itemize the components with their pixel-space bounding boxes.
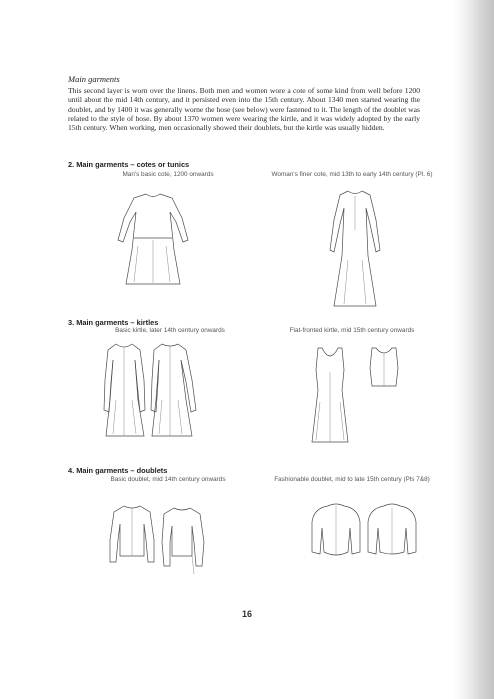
figure-3-heading: 3. Main garments – kirtles xyxy=(68,318,159,327)
figure-3-right-caption: Flat-fronted kirtle, mid 15th century onwards xyxy=(289,327,415,334)
figure-4-heading: 4. Main garments – doublets xyxy=(68,466,168,475)
figure-4-left-caption: Basic doublet, mid 14th century onwards xyxy=(110,476,226,483)
basic-kirtle-illustration xyxy=(100,340,215,440)
intro-paragraph: This second layer is worn over the linens. Both men and women wore a cote of some kind from well before 1200 until about the mid 14th century, and it persisted even into the 15th century. About 1340 men started wearing the doublet, and by 1400 it was generally worne the hose (see below) were fastened to it. The length of the doublet was related to the style of hose. By about 1370 women were wearing the kirtle, and it was widely adopted by the early 15th century. When working, men occasionally showed their doublets, but the kirtle was usually hidden. xyxy=(68,86,420,133)
fashionable-doublet-illustration xyxy=(306,498,434,578)
figure-2-heading: 2. Main garments – cotes or tunics xyxy=(68,160,190,169)
figure-2-left-caption: Man's basic cote, 1200 onwards xyxy=(122,171,214,178)
womans-cote-illustration xyxy=(320,186,390,311)
section-heading: Main garments xyxy=(68,74,120,84)
figure-2-right-caption: Woman's finer cote, mid 13th to early 14th century (Pl. 6) xyxy=(271,171,433,178)
figure-3-left-caption: Basic kirtle, later 14th century onwards xyxy=(115,327,225,334)
flat-fronted-kirtle-illustration xyxy=(308,342,408,447)
mans-cote-illustration xyxy=(108,188,198,288)
figure-4-right-caption: Fashionable doublet, mid to late 15th century (Pls 7&8) xyxy=(274,476,430,483)
book-spine-shadow xyxy=(454,0,494,699)
basic-doublet-illustration xyxy=(106,500,216,580)
page-number: 16 xyxy=(241,609,252,619)
